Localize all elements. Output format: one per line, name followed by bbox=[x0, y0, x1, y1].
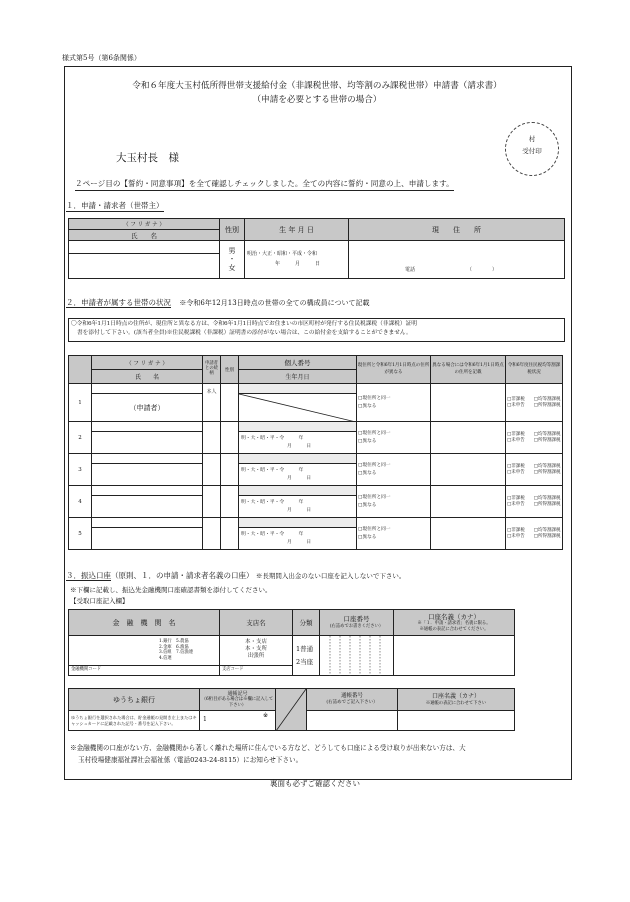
hh-furigana-input[interactable] bbox=[92, 486, 203, 496]
hh-mynumber-input[interactable] bbox=[239, 486, 357, 496]
hh-sex-input[interactable] bbox=[221, 518, 239, 550]
hh-mynumber-header: 個人番号 bbox=[239, 356, 357, 370]
hh-address-input[interactable] bbox=[431, 518, 506, 550]
account-name-input[interactable] bbox=[394, 636, 515, 676]
hh-name-input[interactable] bbox=[92, 528, 203, 550]
hh-mynumber-input[interactable] bbox=[239, 384, 357, 394]
footnote-line2: 玉村役場健康福祉課社会福祉係（電話0243-24-8115）にお知らせ下さい。 bbox=[78, 756, 303, 764]
hh-relation-input[interactable] bbox=[203, 422, 221, 454]
hh-row-number: 1 bbox=[69, 384, 92, 422]
hh-relation-input[interactable] bbox=[203, 454, 221, 486]
bank-header: 金 融 機 関 名 bbox=[69, 610, 220, 636]
hh-same-header: 現住所と令和6年1月1日時点の住所が異なる bbox=[357, 356, 431, 384]
addressee: 大玉村長 様 bbox=[116, 152, 179, 164]
form-number: 様式第5号（第6条関係） bbox=[62, 54, 141, 62]
hh-diff-header: 異なる場合には令和6年1月1日時点の住所を記載 bbox=[431, 356, 506, 384]
bank-code-row[interactable]: 金融機関コード bbox=[69, 665, 219, 675]
account-number-input[interactable] bbox=[320, 636, 394, 676]
account-name-header: 口座名義（カナ） ※「１．申請・請求者」名義に限る。 ※通帳の表記に合わせてください。 bbox=[394, 610, 515, 636]
hh-address-same-checkbox[interactable]: □現住所と同一 □異なる bbox=[357, 384, 431, 422]
footer-note: 裏面も必ずご確認ください bbox=[270, 779, 360, 788]
hh-tax-checkboxes[interactable]: □非課税 □均等割課税 □未申告 □所得割課税 bbox=[506, 422, 563, 454]
section2-note-box: 〇令和6年1月1日時点の住所が、現住所と異なる方は、令和6年1月1日時点でお住まいの市区町村が発行する住民税課税（非課税）証明 書を添付して下さい。(該当者全員)※住民税課税（非課税）証明書の添付がない場合は、この給付金を支給することができません。 bbox=[68, 318, 565, 342]
hh-address-input[interactable] bbox=[431, 486, 506, 518]
phone-label: 電話 bbox=[405, 267, 416, 273]
declaration-text: ２ページ目の【誓約・同意事項】を全て確認しチェックしました。全ての内容に誓約・同意の上、申請します。 bbox=[75, 180, 454, 191]
hh-tax-checkboxes[interactable]: □非課税 □均等割課税 □未申告 □所得割課税 bbox=[506, 454, 563, 486]
footnote-line1: ※金融機関の口座がない方、金融機関から著しく離れた場所に住んでいる方など、どうしても口座による受け取りが出来ない方は、大 bbox=[70, 744, 466, 752]
hh-birth-input[interactable]: 明・大・昭・平・令 年 月 日 bbox=[239, 432, 357, 454]
phone-paren: （ ） bbox=[467, 267, 498, 273]
branch-type-options[interactable]: 本・支店 本・支所 出張所 bbox=[244, 639, 267, 660]
section1-heading: １．申請・請求者（世帯主） bbox=[66, 201, 164, 210]
hh-birth-input[interactable] bbox=[239, 394, 357, 422]
household-table bbox=[68, 355, 563, 550]
hh-address-same-checkbox[interactable]: □現住所と同一 □異なる bbox=[357, 518, 431, 550]
applicant-table bbox=[68, 218, 565, 279]
reception-stamp-area bbox=[505, 122, 559, 176]
stamp-label: 村 bbox=[528, 135, 536, 143]
hh-relation-input[interactable] bbox=[203, 518, 221, 550]
hh-furigana-input[interactable] bbox=[92, 454, 203, 464]
hh-sex-input[interactable] bbox=[221, 486, 239, 518]
branch-header: 支店名 bbox=[220, 610, 293, 636]
section2-heading: ２．申請者が属する世帯の状況 ※令和6年12月13日時点の世帯の全ての構成員について記載 bbox=[66, 298, 370, 307]
account-type-options[interactable]: 1普通 2当座 bbox=[293, 636, 320, 676]
applicant-name-input[interactable] bbox=[69, 254, 220, 279]
yucho-table bbox=[68, 688, 515, 731]
account-no-header: 口座番号 (右詰めでお書きください） bbox=[320, 610, 394, 636]
slash-cell bbox=[276, 689, 307, 731]
bank-type-options[interactable]: 1.銀行 5.農協 2.金庫 6.漁協 3.信組 7.信漁連 4.信連 bbox=[159, 639, 193, 661]
branch-name-input[interactable] bbox=[220, 636, 293, 676]
yucho-note: ゆうちょ銀行を選択された場合は、貯金通帳の見開き左上またはキャッシュカードに記載された記号・番号を記入下さい。 bbox=[69, 711, 200, 731]
name-header: 氏 名 bbox=[69, 230, 220, 241]
category-header: 分類 bbox=[293, 610, 320, 636]
hh-name-input[interactable] bbox=[92, 496, 203, 518]
section3-instruction: ※下欄に記載し、振込先金融機関口座確認書類を添付してください。 bbox=[70, 586, 272, 594]
hh-furigana-input[interactable] bbox=[92, 422, 203, 432]
hh-tax-checkboxes[interactable]: □非課税 □均等割課税 □未申告 □所得割課税 bbox=[506, 384, 563, 422]
hh-birth-header: 生年月日 bbox=[239, 370, 357, 384]
hh-birth-input[interactable]: 明・大・昭・平・令 年 月 日 bbox=[239, 464, 357, 486]
tsucho-symbol-input[interactable]: 1 ※ bbox=[200, 711, 276, 731]
digit-dividers bbox=[320, 636, 393, 676]
hh-sex-input[interactable] bbox=[221, 454, 239, 486]
hh-address-same-checkbox[interactable]: □現住所と同一 □異なる bbox=[357, 454, 431, 486]
hh-tax-checkboxes[interactable]: □非課税 □均等割課税 □未申告 □所得割課税 bbox=[506, 518, 563, 550]
applicant-address-cell[interactable] bbox=[349, 241, 565, 279]
hh-row-number: 4 bbox=[69, 486, 92, 518]
hh-name-header: 氏 名 bbox=[92, 370, 203, 384]
applicant-furigana-input[interactable] bbox=[69, 241, 220, 254]
hh-furigana-input[interactable] bbox=[92, 384, 203, 394]
page-subtitle: （申請を必要とする世帯の場合） bbox=[252, 95, 382, 105]
hh-birth-input[interactable]: 明・大・昭・平・令 年 月 日 bbox=[239, 528, 357, 550]
applicant-birth-cell[interactable]: 明治・大正・昭和・平成・令和 年 月 日 bbox=[245, 241, 349, 279]
yucho-name-header: 口座名義（カナ） ※通帳の表記に合わせて下さい bbox=[398, 689, 515, 711]
furigana-header: （ フ リ ガ ナ ） bbox=[69, 219, 220, 230]
hh-tax-checkboxes[interactable]: □非課税 □均等割課税 □未申告 □所得割課税 bbox=[506, 486, 563, 518]
yucho-header: ゆうちょ銀行 bbox=[69, 689, 200, 711]
applicant-sex-cell[interactable]: 男 ・ 女 bbox=[220, 241, 245, 279]
stamp-sublabel: 受付印 bbox=[522, 147, 542, 155]
hh-address-input[interactable] bbox=[431, 454, 506, 486]
hh-relation-cell: 本人 bbox=[203, 384, 221, 422]
hh-row-number: 5 bbox=[69, 518, 92, 550]
hh-furigana-header: （ フ リ ガ ナ ） bbox=[92, 356, 203, 370]
bank-table bbox=[68, 609, 515, 676]
hh-name-input[interactable] bbox=[92, 432, 203, 454]
tsucho-number-header: 通帳番号 (右詰めでご記入下さい） bbox=[307, 689, 398, 711]
hh-name-input[interactable] bbox=[92, 464, 203, 486]
hh-birth-input[interactable]: 明・大・昭・平・令 年 月 日 bbox=[239, 496, 357, 518]
hh-mynumber-input[interactable] bbox=[239, 422, 357, 432]
hh-sex-header: 性別 bbox=[221, 356, 239, 384]
section3-heading: ３．振込口座（原則、１．の申請・請求者名義の口座） ※長期間入出金のない口座を記入しないで下さい。 bbox=[66, 571, 406, 580]
bank-name-input[interactable] bbox=[69, 636, 220, 676]
hh-address-same-checkbox[interactable]: □現住所と同一 □異なる bbox=[357, 422, 431, 454]
hh-sex-input[interactable] bbox=[221, 422, 239, 454]
strike-diagonal bbox=[239, 394, 356, 422]
hh-mynumber-input[interactable] bbox=[239, 518, 357, 528]
page-title: 令和６年度大玉村低所得世帯支援給付金（非課税世帯、均等割のみ課税世帯）申請書（請求書） bbox=[132, 81, 502, 91]
hh-row-number: 2 bbox=[69, 422, 92, 454]
tsucho-symbol-header: 通帳記号 （6桁目がある場合は※欄に記入して下さい） bbox=[200, 689, 276, 711]
hh-address-input[interactable] bbox=[431, 422, 506, 454]
hh-mynumber-input[interactable] bbox=[239, 454, 357, 464]
hh-address-input[interactable] bbox=[431, 384, 506, 422]
hh-furigana-input[interactable] bbox=[92, 518, 203, 528]
birth-header: 生 年 月 日 bbox=[245, 219, 349, 241]
branch-code-row[interactable]: 支店コード bbox=[220, 665, 292, 675]
sex-header: 性別 bbox=[220, 219, 245, 241]
hh-applicant-label: （申請者） bbox=[92, 394, 203, 422]
hh-relation-header: 申請者との続柄 bbox=[203, 356, 221, 384]
hh-address-same-checkbox[interactable]: □現住所と同一 □異なる bbox=[357, 486, 431, 518]
yucho-name-input[interactable] bbox=[398, 711, 515, 731]
address-header: 現 住 所 bbox=[349, 219, 565, 241]
section3-subhead: 【受取口座記入欄】 bbox=[70, 597, 129, 605]
hh-relation-input[interactable] bbox=[203, 486, 221, 518]
hh-tax-header: 令和6年度住民税均等割課税状況 bbox=[506, 356, 563, 384]
hh-row-number: 3 bbox=[69, 454, 92, 486]
hh-sex-input[interactable] bbox=[221, 384, 239, 422]
tsucho-number-input[interactable] bbox=[307, 711, 398, 731]
